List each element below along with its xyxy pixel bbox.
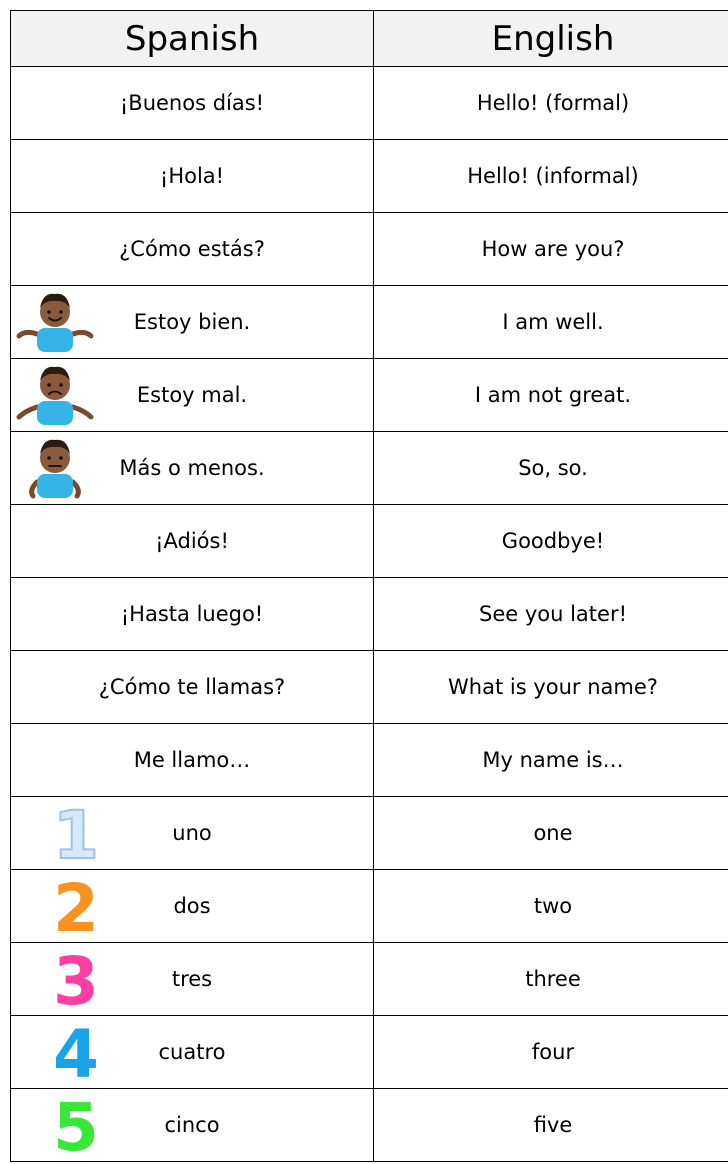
spanish-text: Estoy bien. bbox=[133, 310, 251, 334]
english-cell: Goodbye! bbox=[374, 505, 728, 578]
table-row bbox=[11, 724, 728, 797]
numeral-glyph: 4 bbox=[53, 1021, 99, 1083]
table-row bbox=[11, 432, 728, 505]
sad-child-icon bbox=[15, 363, 95, 427]
spanish-text: dos bbox=[173, 894, 211, 918]
english-cell: So, so. bbox=[374, 432, 728, 505]
spanish-text: tres bbox=[171, 967, 213, 991]
header-row bbox=[11, 11, 728, 67]
number-three-icon bbox=[51, 948, 101, 1010]
english-cell: four bbox=[374, 1016, 728, 1089]
spanish-cell: Me llamo… bbox=[11, 724, 374, 797]
spanish-cell bbox=[11, 359, 374, 432]
spanish-text: cuatro bbox=[158, 1040, 226, 1064]
spanish-text: Estoy mal. bbox=[136, 383, 248, 407]
table-row bbox=[11, 213, 728, 286]
spanish-cell: ¡Hasta luego! bbox=[11, 578, 374, 651]
table-row bbox=[11, 797, 728, 870]
spanish-cell: ¿Cómo te llamas? bbox=[11, 651, 374, 724]
english-cell: I am not great. bbox=[374, 359, 728, 432]
spanish-cell bbox=[11, 1016, 374, 1089]
english-cell: Hello! (informal) bbox=[374, 140, 728, 213]
spanish-cell bbox=[11, 1089, 374, 1162]
table-row bbox=[11, 651, 728, 724]
spanish-cell bbox=[11, 432, 374, 505]
english-cell: What is your name? bbox=[374, 651, 728, 724]
number-two-icon bbox=[51, 875, 101, 937]
numeral-glyph: 3 bbox=[53, 948, 99, 1010]
vocabulary-table bbox=[10, 10, 728, 1162]
spanish-cell: ¡Hola! bbox=[11, 140, 374, 213]
spanish-cell: ¿Cómo estás? bbox=[11, 213, 374, 286]
spanish-column-header: Spanish bbox=[11, 11, 374, 67]
table-row bbox=[11, 870, 728, 943]
number-five-icon bbox=[51, 1094, 101, 1156]
spanish-cell bbox=[11, 797, 374, 870]
spanish-cell bbox=[11, 943, 374, 1016]
table-row bbox=[11, 578, 728, 651]
english-cell: Hello! (formal) bbox=[374, 67, 728, 140]
english-cell: one bbox=[374, 797, 728, 870]
spanish-cell: ¡Adiós! bbox=[11, 505, 374, 578]
table-row bbox=[11, 67, 728, 140]
spanish-text: uno bbox=[172, 821, 212, 845]
numeral-glyph: 1 bbox=[53, 802, 99, 864]
number-four-icon bbox=[51, 1021, 101, 1083]
english-cell: How are you? bbox=[374, 213, 728, 286]
english-cell: I am well. bbox=[374, 286, 728, 359]
table-row bbox=[11, 505, 728, 578]
table-row bbox=[11, 286, 728, 359]
spanish-cell bbox=[11, 870, 374, 943]
numeral-glyph: 5 bbox=[53, 1094, 99, 1156]
english-cell: two bbox=[374, 870, 728, 943]
english-cell: five bbox=[374, 1089, 728, 1162]
numeral-glyph: 2 bbox=[53, 875, 99, 937]
english-cell: See you later! bbox=[374, 578, 728, 651]
spanish-cell: ¡Buenos días! bbox=[11, 67, 374, 140]
english-column-header: English bbox=[374, 11, 728, 67]
number-one-icon bbox=[51, 802, 101, 864]
happy-child-icon bbox=[15, 290, 95, 354]
english-cell: My name is… bbox=[374, 724, 728, 797]
english-cell: three bbox=[374, 943, 728, 1016]
table-row bbox=[11, 359, 728, 432]
spanish-text: cinco bbox=[164, 1113, 220, 1137]
table-row bbox=[11, 943, 728, 1016]
table-row bbox=[11, 1089, 728, 1162]
spanish-text: Más o menos. bbox=[119, 456, 265, 480]
spanish-cell bbox=[11, 286, 374, 359]
table-row bbox=[11, 140, 728, 213]
table-row bbox=[11, 1016, 728, 1089]
unsure-child-icon bbox=[15, 436, 95, 500]
